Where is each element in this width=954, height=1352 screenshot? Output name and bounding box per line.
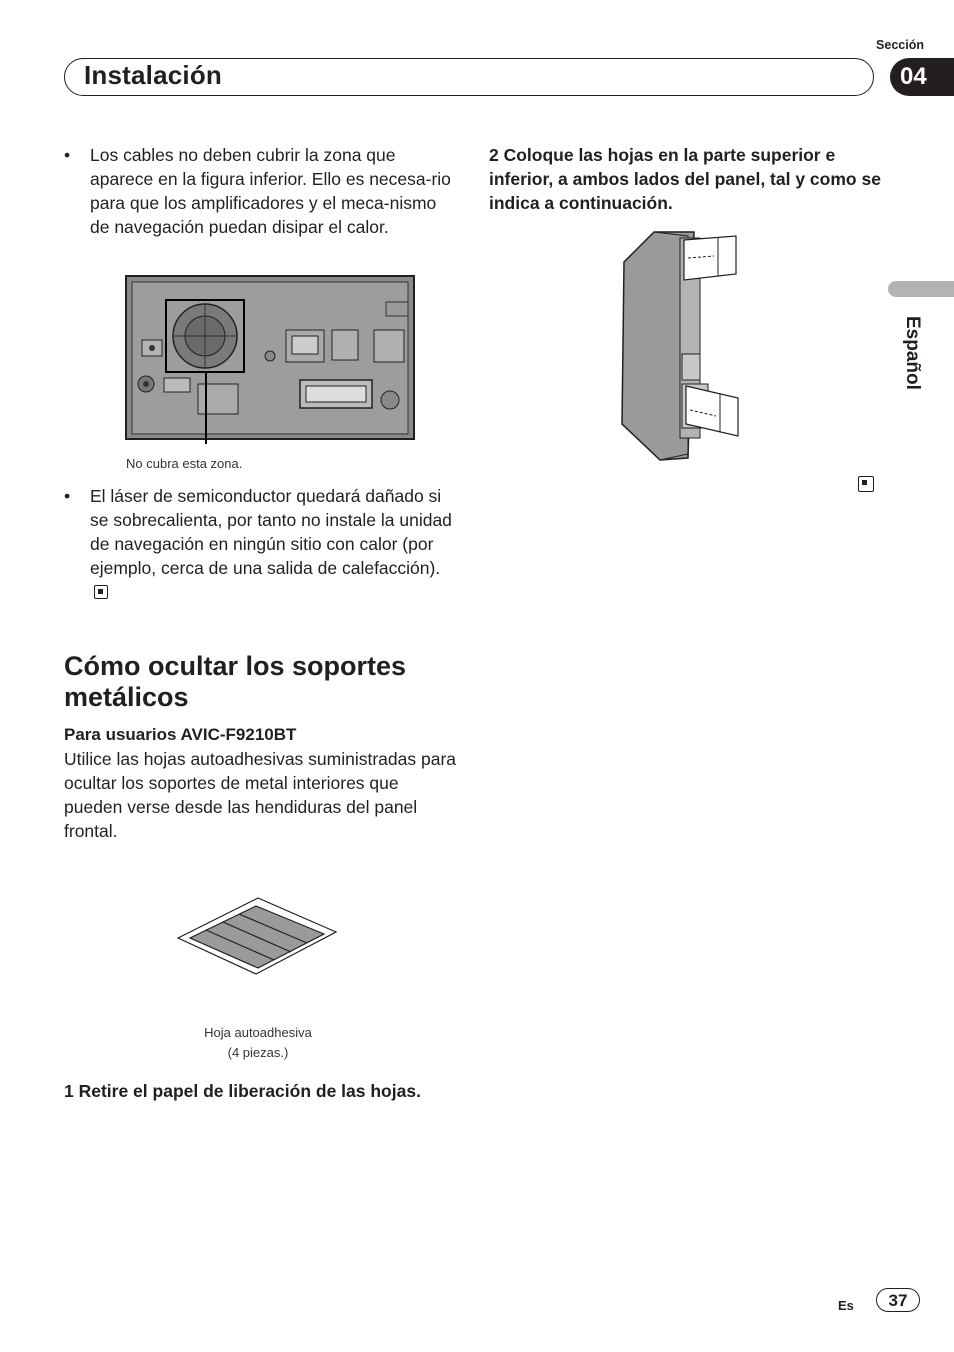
bullet-text-cables: Los cables no deben cubrir la zona que aparece en la figura inferior. Ello es necesa-rio para que los amplificadores y el meca-nismo de navegación puedan disipar el calor.: [90, 145, 451, 237]
bullet-item-cables: [64, 143, 456, 239]
instruction-paragraph: Utilice las hojas autoadhesivas suministradas para ocultar los soportes de metal interiores que pueden verse desde las hendiduras del panel frontal.: [64, 749, 457, 841]
bullet-text-laser-wrap: [90, 484, 456, 604]
figure2-caption-line2: (4 piezas.): [227, 1045, 289, 1060]
rear-panel-figure: [124, 274, 416, 444]
figure2-caption-line1: Hoja autoadhesiva: [204, 1025, 312, 1040]
section-label: Sección: [876, 38, 924, 52]
bullet-icon: •: [64, 486, 71, 506]
figure1-caption: No cubra esta zona.: [126, 456, 243, 471]
language-tab: [888, 281, 954, 297]
page-number: 37: [876, 1288, 920, 1312]
end-of-section-icon: [94, 585, 108, 599]
end-of-section-icon: [858, 476, 874, 492]
section-number-badge: 04: [890, 58, 954, 96]
panel-sheets-figure: [618, 228, 748, 464]
bullet-text-laser: El láser de semiconductor quedará dañado si se sobrecalienta, por tanto no instale la unidad de navegación en ningún sitio con calor (por ejemplo, cerca de una salida de calefacción).: [90, 486, 452, 578]
page-title: Instalación: [84, 60, 223, 90]
step-2: 2 Coloque las hojas en la parte superior e inferior, a ambos lados del panel, tal y como se indica a continuación.: [489, 145, 881, 213]
adhesive-sheets-figure: [176, 892, 340, 980]
footer-language-code: Es: [838, 1298, 854, 1313]
bullet-icon: •: [64, 145, 71, 165]
language-label: Español: [902, 316, 923, 390]
model-subheading: Para usuarios AVIC-F9210BT: [64, 725, 297, 744]
bullet-item-laser: [64, 484, 456, 604]
section-heading: Cómo ocultar los soportes metálicos: [64, 651, 407, 712]
end-mark-right: [858, 476, 874, 496]
step-1: 1 Retire el papel de liberación de las hojas.: [64, 1081, 421, 1101]
figure2-caption: [180, 1023, 336, 1063]
